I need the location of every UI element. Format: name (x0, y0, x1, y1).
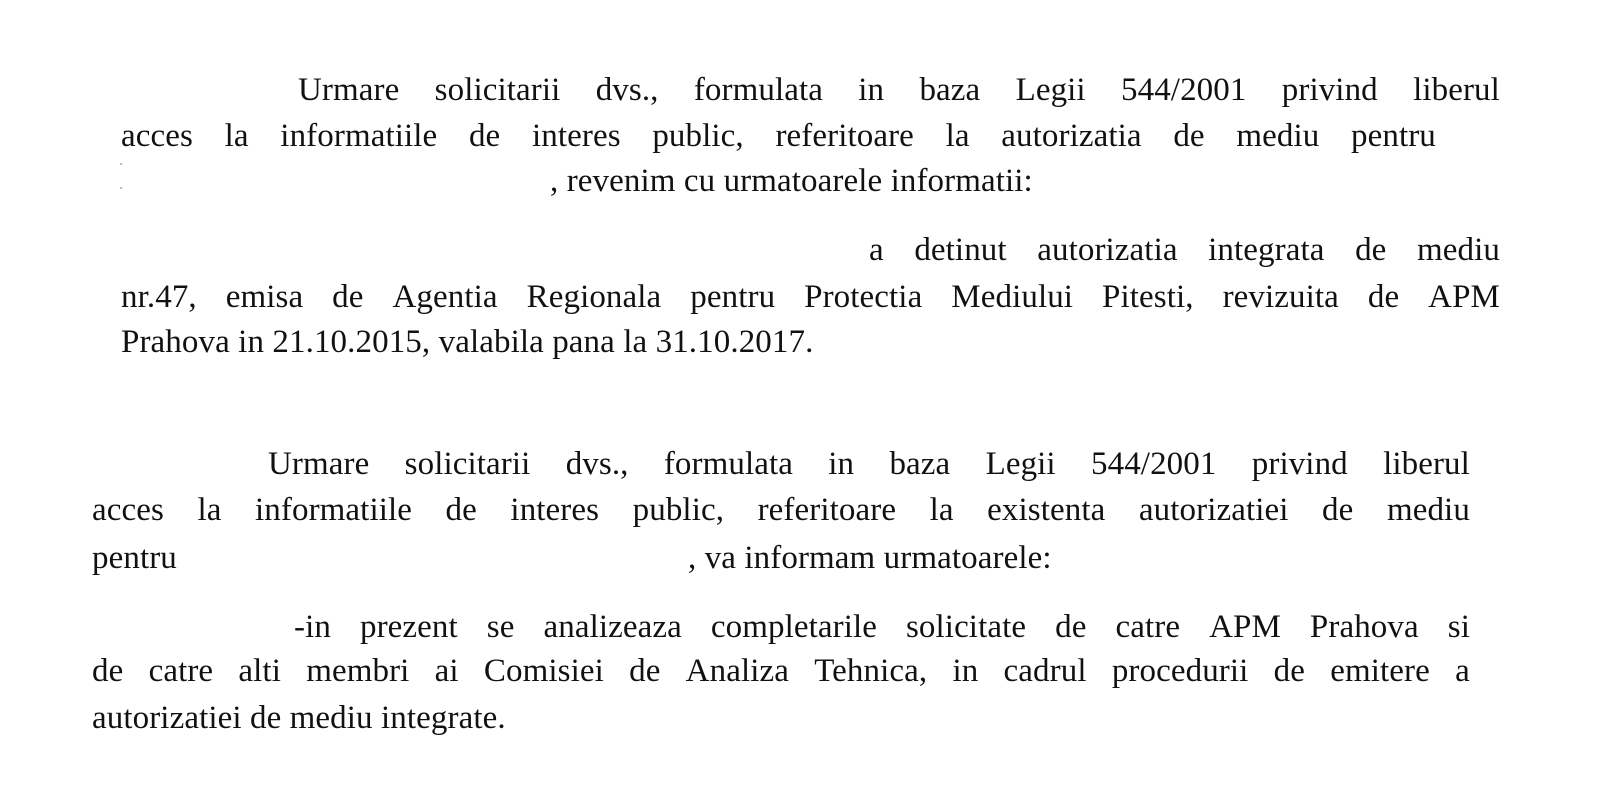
scan-speck (120, 187, 122, 189)
word: in (952, 653, 979, 689)
word: completarile (710, 609, 877, 645)
word: liberul (1383, 446, 1470, 482)
word: dvs., (595, 72, 659, 108)
word: ai (434, 653, 459, 689)
word: APM (1428, 279, 1500, 315)
word: emitere (1330, 653, 1430, 689)
word: autorizatia (1037, 232, 1178, 268)
word: si (1447, 609, 1470, 645)
word: 544/2001 (1091, 446, 1217, 482)
word: la (197, 492, 222, 528)
word: acces (92, 492, 164, 528)
word: pentru (1351, 118, 1436, 154)
word: de (1355, 232, 1387, 268)
word: catre (1115, 609, 1181, 645)
word: mediu (1386, 492, 1470, 528)
paragraph-1-line-1 (298, 70, 1500, 110)
word: privind (1281, 72, 1378, 108)
word: -in (294, 609, 331, 645)
word: de (468, 118, 501, 154)
paragraph-1-line-2 (121, 116, 1436, 156)
paragraph-2-line-2 (121, 277, 1500, 317)
word: interes (510, 492, 600, 528)
word: public, (652, 118, 744, 154)
word: solicitate (905, 609, 1027, 645)
word: referitoare (775, 118, 914, 154)
word: de (1273, 653, 1305, 689)
word: emisa (225, 279, 304, 315)
word: in (858, 72, 885, 108)
word: formulata (693, 72, 823, 108)
word: baza (889, 446, 951, 482)
word: de (1055, 609, 1087, 645)
paragraph-3-line-3-start: pentru (92, 540, 177, 576)
paragraph-4-line-2 (92, 651, 1470, 691)
scan-speck (120, 163, 122, 165)
paragraph-4-line-3: autorizatiei de mediu integrate. (92, 700, 506, 736)
word: formulata (663, 446, 793, 482)
word: baza (919, 72, 981, 108)
word: la (929, 492, 954, 528)
word: solicitarii (404, 446, 531, 482)
word: Pitesti, (1102, 279, 1194, 315)
word: Prahova (1309, 609, 1419, 645)
word: de (332, 279, 364, 315)
word: mediu (1416, 232, 1500, 268)
word: Mediului (951, 279, 1074, 315)
word: nr.47, (121, 279, 197, 315)
paragraph-1-line-3: , revenim cu urmatoarele informatii: (550, 163, 1033, 199)
paragraph-3-line-3-end: , va informam urmatoarele: (688, 540, 1052, 576)
paragraph-2-line-3: Prahova in 21.10.2015, valabila pana la 31.10.2017. (121, 324, 814, 360)
word: in (828, 446, 855, 482)
word: autorizatiei (1138, 492, 1289, 528)
word: Protectia (804, 279, 923, 315)
word: privind (1251, 446, 1348, 482)
word: procedurii (1111, 653, 1249, 689)
word: de (92, 653, 124, 689)
word: cadrul (1003, 653, 1087, 689)
word: pentru (690, 279, 776, 315)
word: a (1455, 653, 1470, 689)
word: de (1322, 492, 1354, 528)
word: 544/2001 (1121, 72, 1247, 108)
word: detinut (914, 232, 1007, 268)
word: revizuita (1222, 279, 1339, 315)
word: Analiza (685, 653, 789, 689)
paragraph-4-line-1 (294, 607, 1470, 647)
word: la (224, 118, 249, 154)
word: Tehnica, (814, 653, 928, 689)
word: APM (1209, 609, 1281, 645)
paragraph-2-line-1 (869, 230, 1500, 270)
word: Agentia (392, 279, 498, 315)
word: de (1367, 279, 1400, 315)
word: a (869, 232, 884, 268)
word: Regionala (526, 279, 662, 315)
word: interes (531, 118, 621, 154)
word: mediu (1236, 118, 1320, 154)
paragraph-3-line-1 (268, 444, 1470, 484)
word: de (445, 492, 477, 528)
word: analizeaza (543, 609, 682, 645)
word: solicitarii (434, 72, 561, 108)
word: dvs., (565, 446, 629, 482)
word: alti (238, 653, 281, 689)
word: Legii (985, 446, 1056, 482)
word: informatiile (255, 492, 412, 528)
word: Urmare (268, 446, 370, 482)
word: Legii (1015, 72, 1086, 108)
word: autorizatia (1001, 118, 1142, 154)
paragraph-3-line-2 (92, 490, 1470, 530)
word: Comisiei (483, 653, 604, 689)
word: acces (121, 118, 193, 154)
word: Urmare (298, 72, 400, 108)
word: membri (306, 653, 410, 689)
word: de (1173, 118, 1205, 154)
word: la (945, 118, 970, 154)
word: liberul (1413, 72, 1500, 108)
word: se (486, 609, 515, 645)
word: referitoare (757, 492, 897, 528)
word: prezent (359, 609, 458, 645)
word: public, (632, 492, 725, 528)
word: existenta (987, 492, 1106, 528)
word: integrata (1208, 232, 1325, 268)
word: informatiile (280, 118, 438, 154)
word: catre (148, 653, 214, 689)
word: de (629, 653, 661, 689)
